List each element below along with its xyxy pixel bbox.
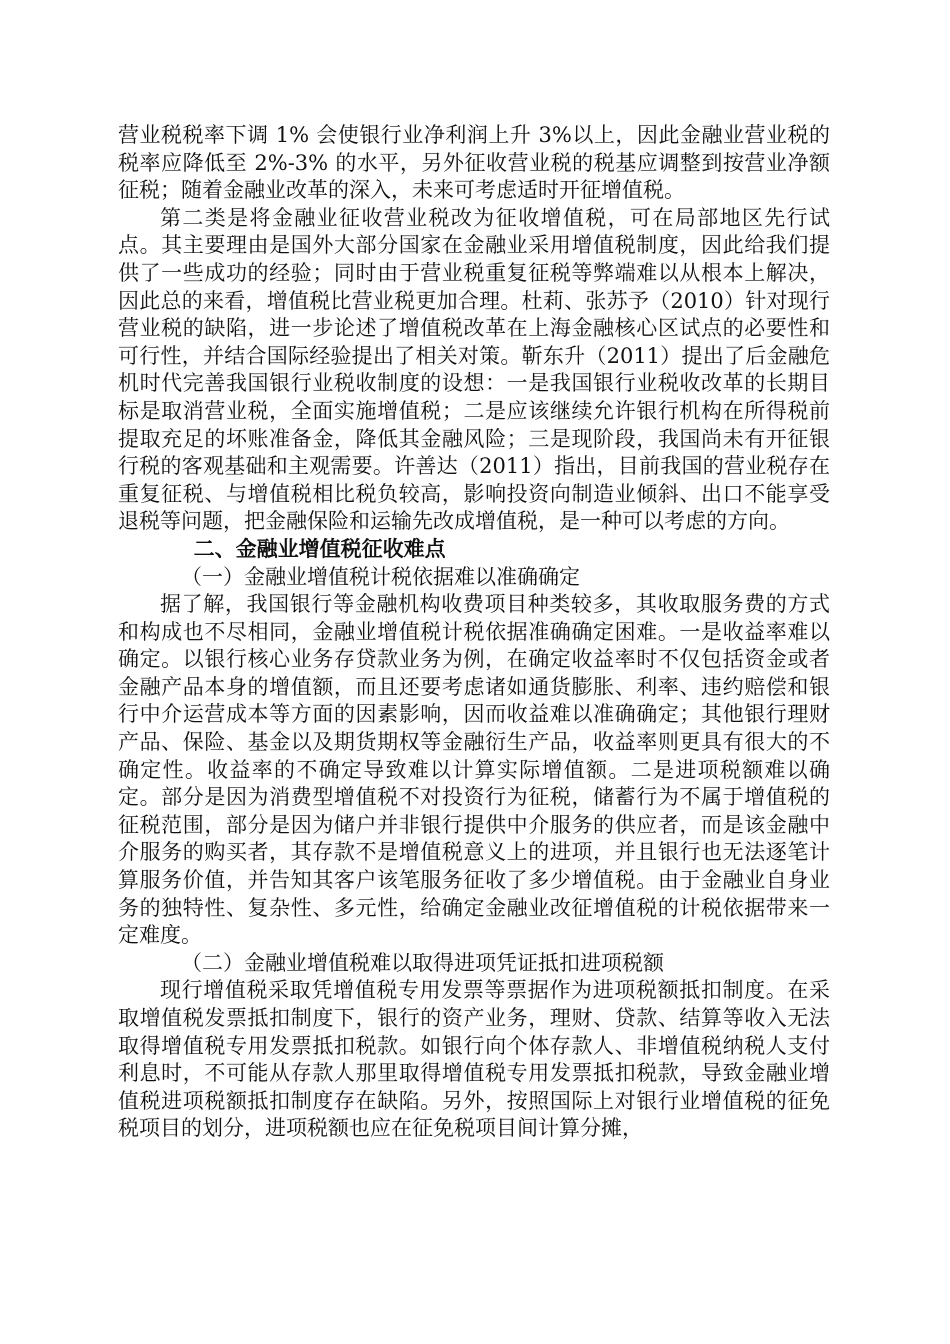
paragraph-second-category: 第二类是将金融业征收营业税改为征收增值税，可在局部地区先行试点。其主要理由是国外大部分国家在金融业采用增值税制度，因此给我们提供了一些成功的经验；同时由于营业税重复征税等弊端难以从根本上解决，因此总的来看，增值税比营业税更加合理。杜莉、张苏予（2010）针对现行营业税的缺陷，进一步论述了增值税改革在上海金融核心区试点的必要性和可行性，并结合国际经验提出了相关对策。靳东升（2011）提出了后金融危机时代完善我国银行业税收制度的设想：一是我国银行业税收改革的长期目标是取消营业税，全面实施增值税；二是应该继续允许银行机构在所得税前提取充足的坏账准备金，降低其金融风险；三是现阶段，我国尚未有开征银行税的客观基础和主观需要。许善达（2011）指出，目前我国的营业税存在重复征税、与增值税相比税负较高，影响投资向制造业倾斜、出口不能享受退税等问题，把金融保险和运输先改成增值税，是一种可以考虑的方向。 <box>118 205 830 534</box>
paragraph-input-tax: 现行增值税采取凭增值税专用发票等票据作为进项税额抵扣制度。在采取增值税发票抵扣制度下，银行的资产业务，理财、贷款、结算等收入无法取得增值税专用发票抵扣税款。如银行向个体存款人、非增值税纳税人支付利息时，不可能从存款人那里取得增值税专用发票抵扣税款，导致金融业增值税进项税额抵扣制度存在缺陷。另外，按照国际上对银行业增值税的征免税项目的划分，进项税额也应在征免税项目间计算分摊， <box>118 978 830 1141</box>
paragraph-intro: 营业税税率下调 1% 会使银行业净利润上升 3%以上，因此金融业营业税的税率应降低至 2%-3% 的水平，另外征收营业税的税基应调整到按营业净额征税；随着金融业改革的深入，未来可考虑适时开征增值税。 <box>118 123 830 203</box>
subsection-heading-1: （一）金融业增值税计税依据难以准确确定 <box>181 564 580 589</box>
document-page <box>118 122 830 1143</box>
subsection-heading-2: （二）金融业增值税难以取得进项凭证抵扣进项税额 <box>181 950 664 975</box>
paragraph-tax-basis: 据了解，我国银行等金融机构收费项目种类较多，其收取服务费的方式和构成也不尽相同，金融业增值税计税依据准确确定困难。一是收益率难以确定。以银行核心业务存贷款业务为例，在确定收益率时不仅包括资金或者金融产品本身的增值额，而且还要考虑诸如通货膨胀、利率、违约赔偿和银行中介运营成本等方面的因素影响，因而收益难以准确确定；其他银行理财产品、保险、基金以及期货期权等金融衍生产品，收益率则更具有很大的不确定性。收益率的不确定导致难以计算实际增值额。二是进项税额难以确定。部分是因为消费型增值税不对投资行为征税，储蓄行为不属于增值税的征税范围，部分是因为储户并非银行提供中介服务的供应者，而是该金融中介服务的购买者，其存款不是增值税意义上的进项，并且银行也无法逐笔计算服务价值，并告知其客户该笔服务征收了多少增值税。由于金融业自身业务的独特性、复杂性、多元性，给确定金融业改征增值税的计税依据带来一定难度。 <box>118 592 830 948</box>
section-heading: 二、金融业增值税征收难点 <box>193 536 446 561</box>
